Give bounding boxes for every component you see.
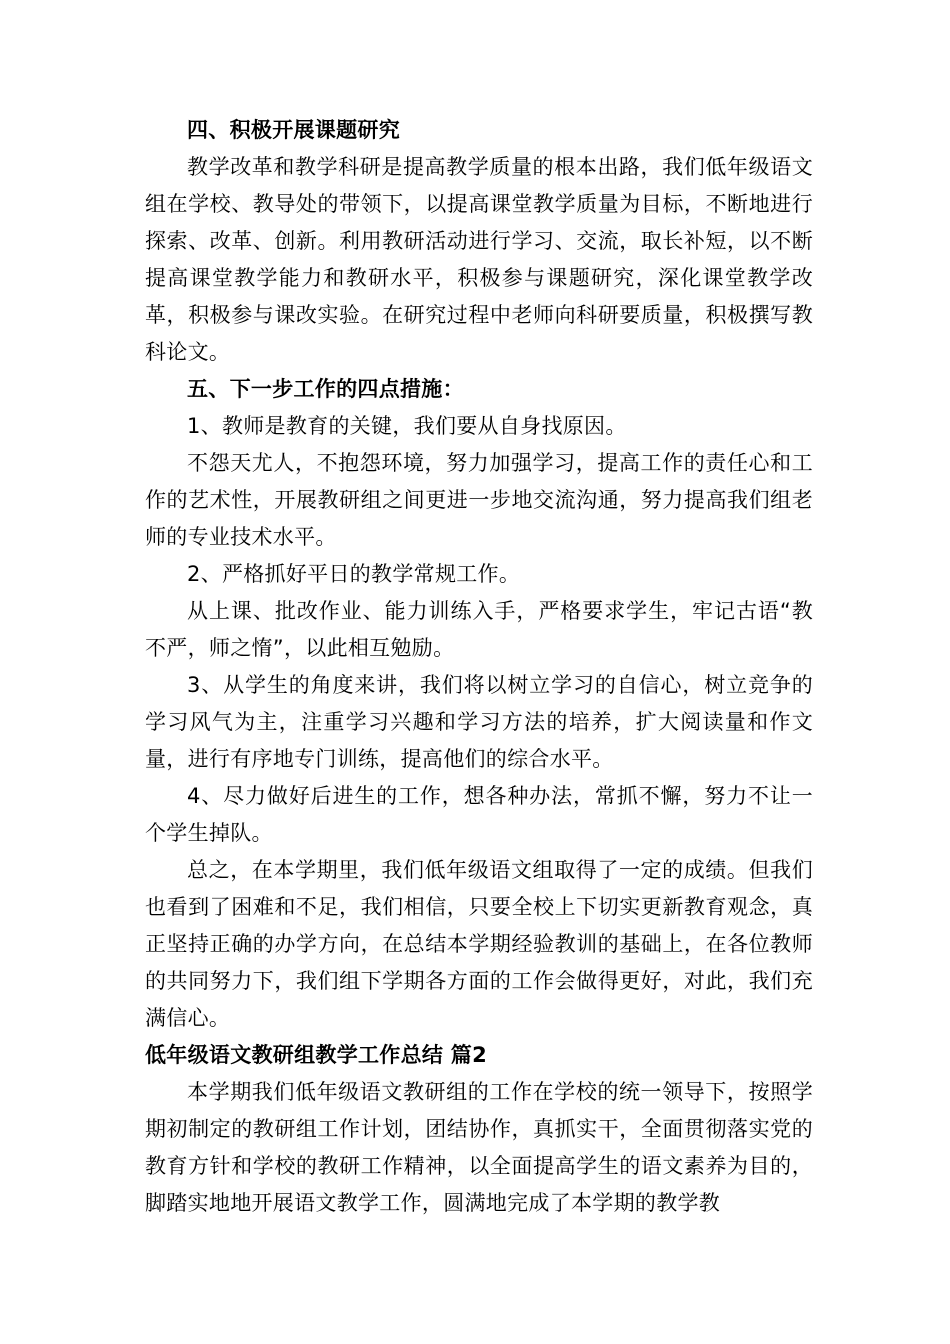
section-heading-4: 四、积极开展课题研究	[187, 118, 400, 142]
body-paragraph: 本学期我们低年级语文教研组的工作在学校的统一领导下，按照学期初制定的教研组工作计划，团结协作，真抓实干，全面贯彻落实党的教育方针和学校的教研工作精神，以全面提高学生的语文素养为目的，脚踏实地地开展语文教学工作，圆满地完成了本学期的教学教	[145, 1080, 813, 1215]
section-heading-5: 五、下一步工作的四点措施：	[187, 377, 464, 401]
body-paragraph: 教学改革和教学科研是提高教学质量的根本出路，我们低年级语文组在学校、教导处的带领下，以提高课堂教学质量为目标，不断地进行探索、改革、创新。利用教研活动进行学习、交流，取长补短，以不断提高课堂教学能力和教研水平，积极参与课题研究，深化课堂教学改革，积极参与课改实验。在研究过程中老师向科研要质量，积极撰写教科论文。	[145, 155, 813, 364]
measure-item-1: 1、教师是教育的关键，我们要从自身找原因。	[187, 414, 627, 438]
body-paragraph: 从上课、批改作业、能力训练入手，严格要求学生，牢记古语“教不严，师之惰”，以此相互勉励。	[145, 599, 813, 660]
body-paragraph: 不怨天尤人，不抱怨环境，努力加强学习，提高工作的责任心和工作的艺术性，开展教研组之间更进一步地交流沟通，努力提高我们组老师的专业技术水平。	[145, 451, 813, 549]
conclusion-paragraph: 总之，在本学期里，我们低年级语文组取得了一定的成绩。但我们也看到了困难和不足，我们相信，只要全校上下切实更新教育观念，真正坚持正确的办学方向，在总结本学期经验教训的基础上，在各位教师的共同努力下，我们组下学期各方面的工作会做得更好，对此，我们充满信心。	[145, 858, 813, 1030]
measure-item-2: 2、严格抓好平日的教学常规工作。	[187, 562, 521, 586]
document-page	[145, 112, 813, 1222]
article-title: 低年级语文教研组教学工作总结 篇2	[145, 1043, 488, 1067]
measure-item-3: 3、从学生的角度来讲，我们将以树立学习的自信心，树立竞争的学习风气为主，注重学习兴趣和学习方法的培养，扩大阅读量和作文量，进行有序地专门训练，提高他们的综合水平。	[145, 673, 813, 771]
measure-item-4: 4、尽力做好后进生的工作，想各种办法，常抓不懈，努力不让一个学生掉队。	[145, 784, 813, 845]
